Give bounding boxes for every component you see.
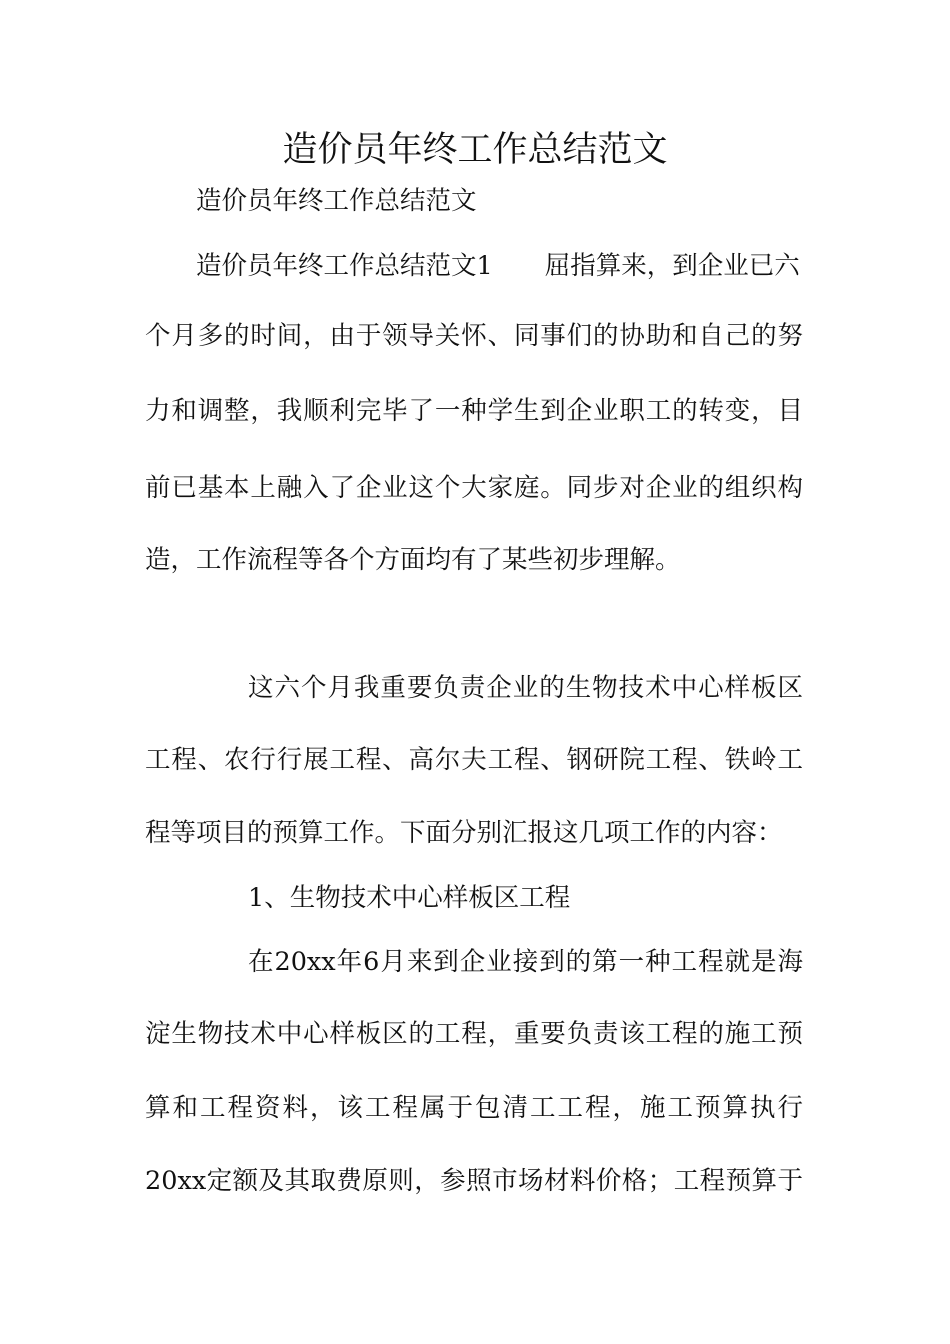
paragraph-1-first-line-rest: 屈指算来，到企业已六 xyxy=(544,251,800,281)
paragraph-1-line: 力和调整，我顺利完毕了一种学生到企业职工的转变，目 xyxy=(145,396,803,426)
paragraph-1-lead: 造价员年终工作总结范文1 xyxy=(196,251,493,281)
paragraph-1-line: 造，工作流程等各个方面均有了某些初步理解。 xyxy=(145,545,681,575)
paragraph-3-line: 20xx定额及其取费原则，参照市场材料价格；工程预算于 xyxy=(145,1166,803,1196)
paragraph-2-line: 这六个月我重要负责企业的生物技术中心样板区 xyxy=(248,673,803,703)
paragraph-2-line: 程等项目的预算工作。下面分别汇报这几项工作的内容： xyxy=(145,818,783,848)
paragraph-1-line: 个月多的时间，由于领导关怀、同事们的协助和自己的努 xyxy=(145,321,803,351)
paragraph-2-line: 工程、农行行展工程、高尔夫工程、钢研院工程、铁岭工 xyxy=(145,745,803,775)
paragraph-1-line: 前已基本上融入了企业这个大家庭。同步对企业的组织构 xyxy=(145,473,803,503)
section-heading-1: 1、生物技术中心样板区工程 xyxy=(248,883,571,913)
paragraph-3-line: 淀生物技术中心样板区的工程，重要负责该工程的施工预 xyxy=(145,1019,803,1049)
document-title: 造价员年终工作总结范文 xyxy=(282,130,668,170)
document-subtitle: 造价员年终工作总结范文 xyxy=(196,186,477,216)
paragraph-1-first-line xyxy=(196,248,800,284)
paragraph-3-line: 在20xx年6月来到企业接到的第一种工程就是海 xyxy=(248,947,803,977)
paragraph-3-line: 算和工程资料，该工程属于包清工工程，施工预算执行 xyxy=(145,1093,803,1123)
